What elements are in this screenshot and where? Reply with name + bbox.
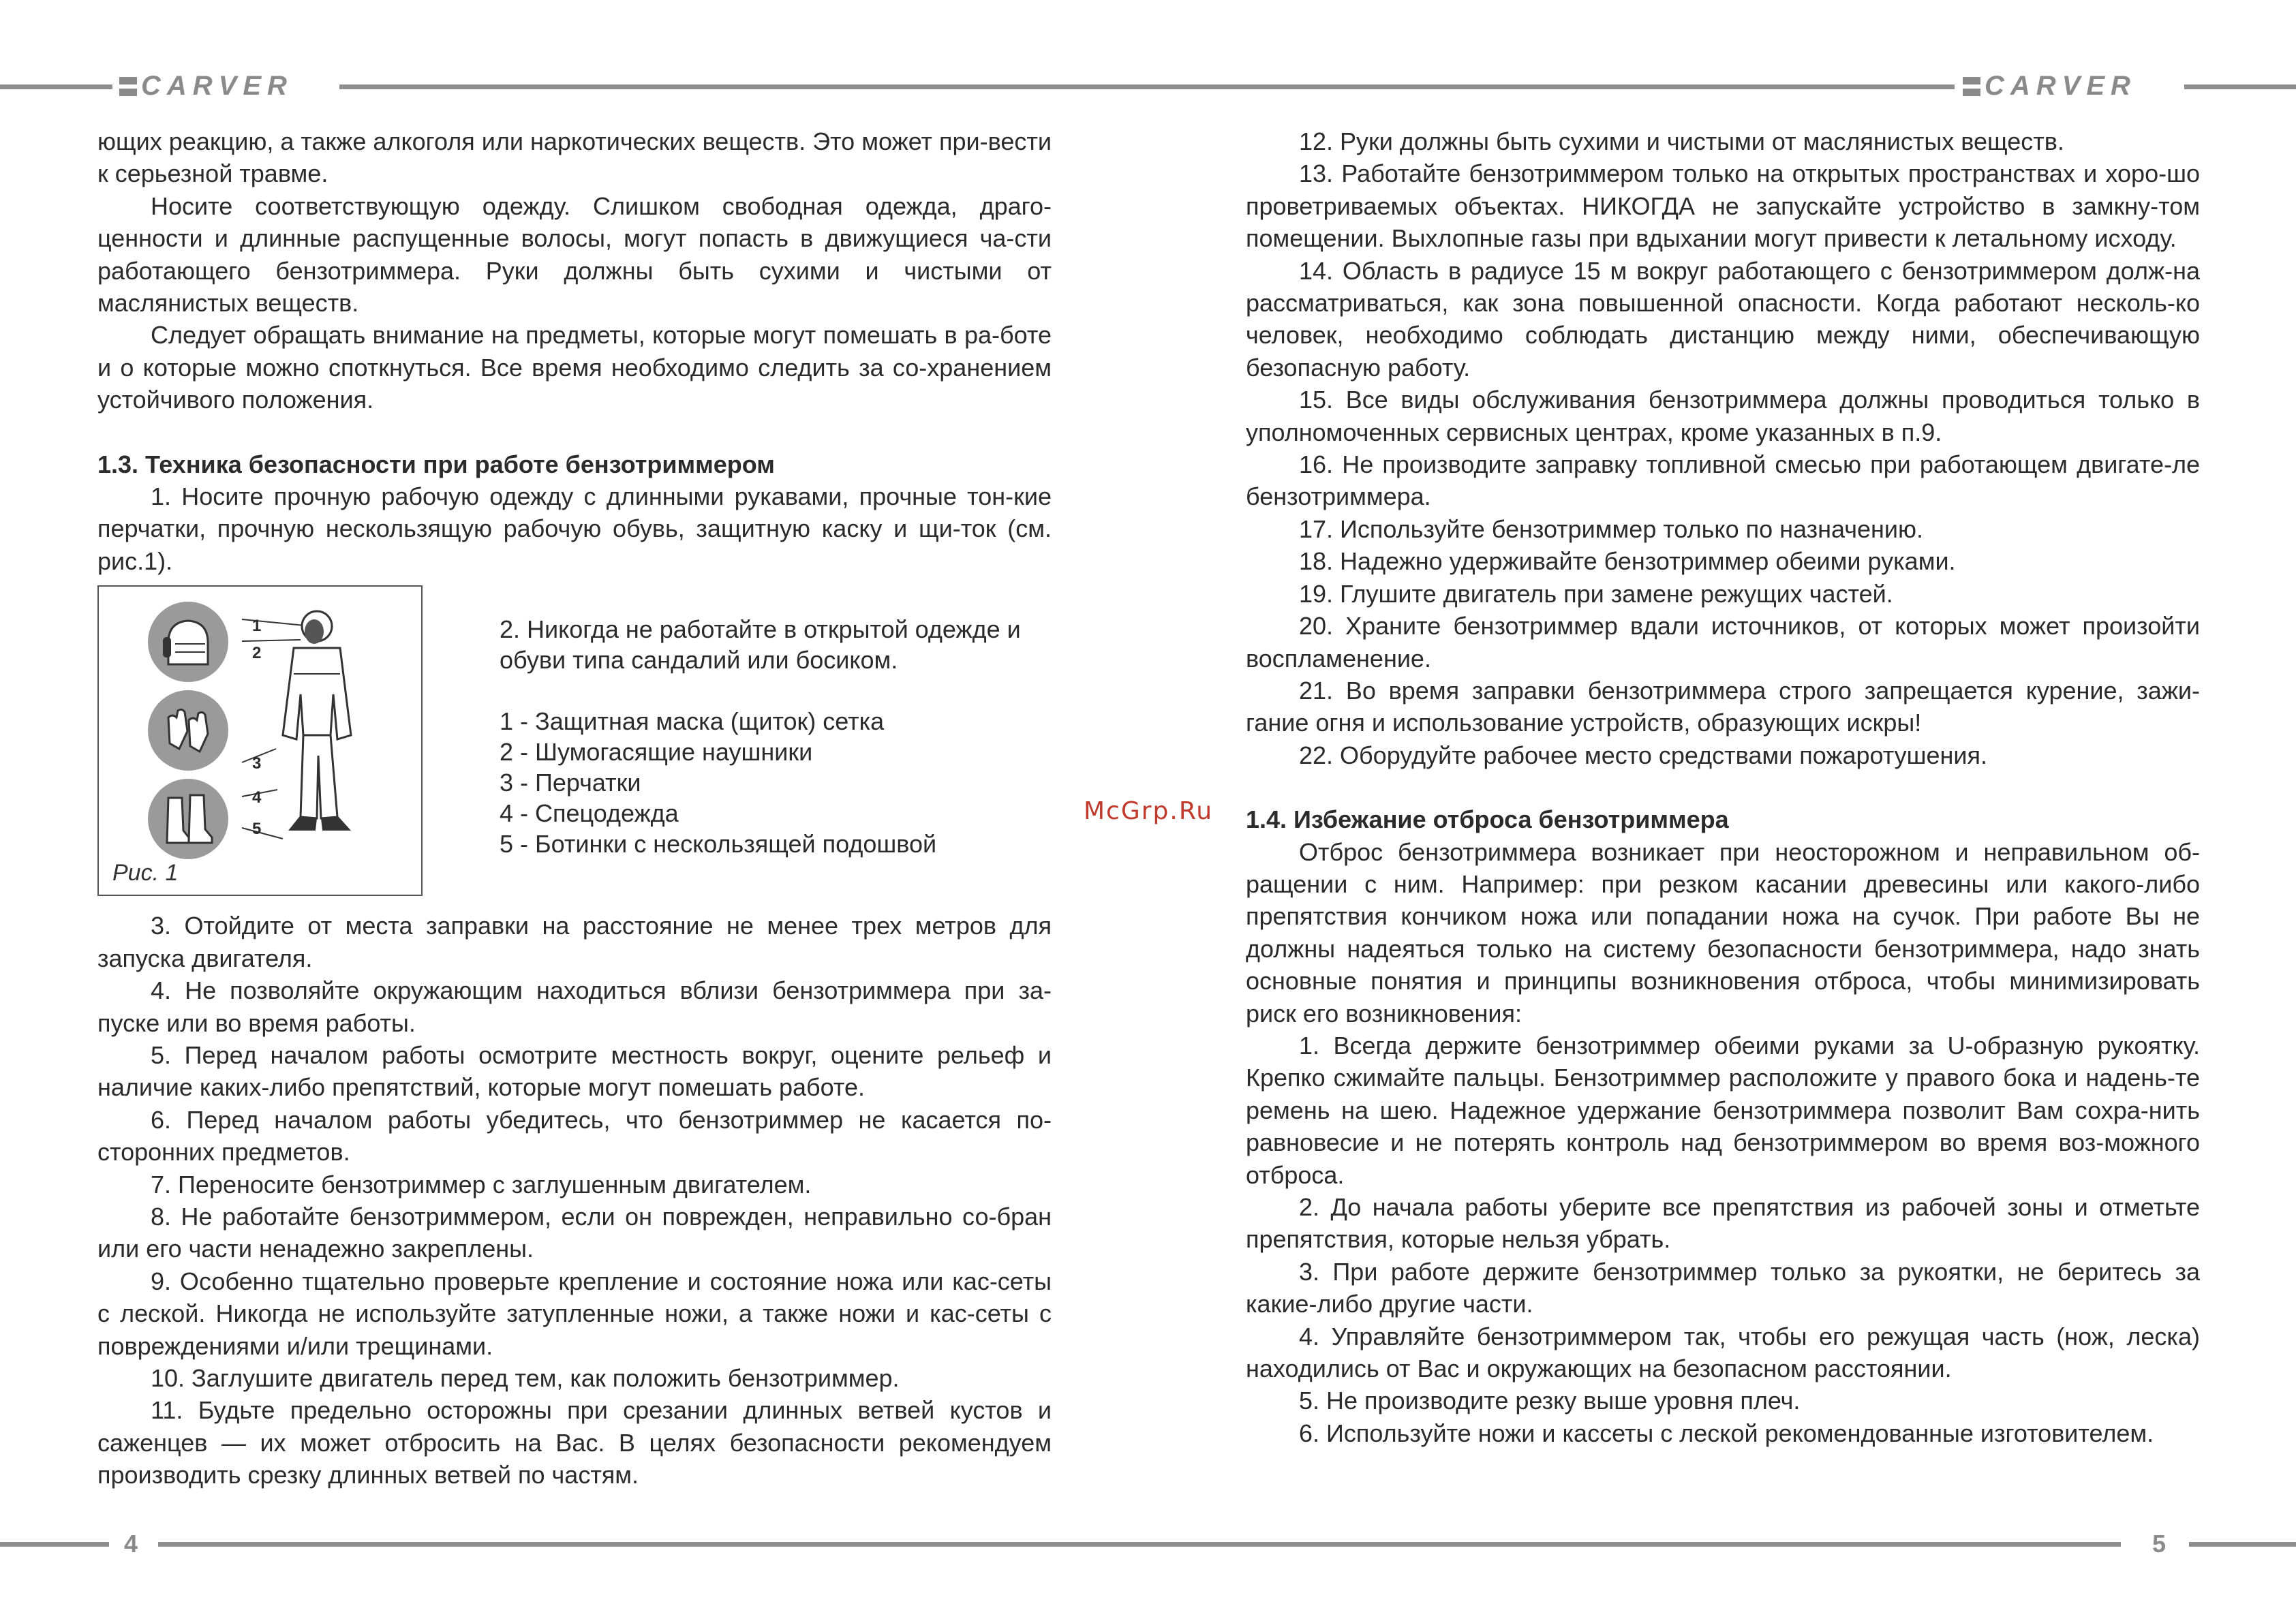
list-item: 14. Область в радиусе 15 м вокруг работающего с бензотриммером долж-на рассматриваться, как зона повышенной опасности. Когда работают несколь-ко человек, необходимо соблюдать дистанцию между ними, обеспечивающую безопасную работу. [1246,256,2200,382]
list-item: 7. Переносите бензотриммер с заглушенным двигателем. [151,1170,812,1199]
list-item: 1. Всегда держите бензотриммер обеими руками за U-образную рукоятку. Крепко сжимайте пальцы. Бензотриммер расположите у правого бока и надень-те ремень на шею. Надежное удержание бензотриммера позволит Вам сохра-нить равновесие и не потерять контроль над бензотриммером во время воз-можного отброса. [1246,1031,2200,1189]
list-item: 8. Не работайте бензотриммером, если он поврежден, неправильно со-бран или его части ненадежно закреплены. [97,1202,1052,1263]
section-title: 1.3. Техника безопасности при работе бензотриммером [97,450,775,478]
list-item: 9. Особенно тщательно проверьте крепление и состояние ножа или кас-сеты с леской. Никогда не используйте затупленные ножи, а также ножи и кас-сеты с повреждениями и/или трещинами. [97,1267,1052,1360]
figure-illustration [97,585,423,896]
figure-callout-3: 3 [252,754,262,773]
list-item: 5. Перед началом работы осмотрите местность вокруг, оцените рельеф и наличие каких-либо препятствий, которые могут помешать работе. [97,1040,1052,1102]
left-page-column [97,125,1052,1491]
boots-icon [148,779,228,859]
gloves-icon [148,690,228,771]
list-item: 22. Оборудуйте рабочее место средствами пожаротушения. [1299,741,1988,769]
section-title: 1.4. Избежание отброса бензотриммера [1246,805,1729,834]
figure-callout-2: 2 [252,644,262,663]
list-item: 20. Храните бензотриммер вдали источников, от которых может произойти воспламенение. [1246,612,2200,673]
legend-item: 4 - Спецодежда [500,799,679,828]
list-item: 10. Заглушите двигатель перед тем, как положить бензотриммер. [151,1363,900,1392]
list-item: 2. До начала работы уберите все препятствия из рабочей зоны и отметьте препятствия, которые нельзя убрать. [1246,1193,2200,1254]
list-item: 3. Отойдите от места заправки на расстояние не менее трех метров для запуска двигателя. [97,912,1052,972]
footer-rule-right [2189,1542,2296,1547]
list-item: 21. Во время заправки бензотриммера строго запрещается курение, зажи-гание огня и использование устройств, образующих искры! [1246,676,2200,737]
paragraph: Следует обращать внимание на предметы, которые могут помешать в ра-боте и о которые можно споткнуться. Все время необходимо следить за со-хранением устойчивого положения. [97,321,1052,414]
paragraph: ющих реакцию, а также алкоголя или наркотических веществ. Это может при-вести к серьезной травме. [97,127,1052,188]
list-item: 6. Используйте ножи и кассеты с леской рекомендованные изготовителем. [1299,1419,2154,1447]
list-item: 2. Никогда не работайте в открытой одежде и обуви типа сандалий или босиком. [500,615,1021,675]
brand-logo-right: CARVER [1963,72,2137,99]
footer-rule-middle [158,1542,2121,1547]
list-item: 16. Не производите заправку топливной смесью при работающем двигате-ле бензотриммера. [1246,450,2200,511]
list-item: 4. Не позволяйте окружающим находиться вблизи бензотриммера при за-пуске или во время работы. [97,976,1052,1037]
legend-item: 1 - Защитная маска (щиток) сетка [500,707,885,736]
list-item: 1. Носите прочную рабочую одежду с длинными рукавами, прочные тон-кие перчатки, прочную нескользящую рабочую обувь, защитную каску и щи-ток (см. рис.1). [97,482,1052,575]
brand-mark-icon [119,77,137,96]
list-item: 11. Будьте предельно осторожны при срезании длинных ветвей кустов и саженцев — их может отбросить на Вас. В целях безопасности рекомендуем производить срезку длинных ветвей по частям. [97,1396,1052,1489]
list-item: 15. Все виды обслуживания бензотриммера должны проводиться только в уполномоченных сервисных центрах, кроме указанных в п.9. [1246,386,2200,446]
list-item: 18. Надежно удерживайте бензотриммер обеими руками. [1299,547,1956,576]
header-rule-middle [339,84,1955,89]
figure-caption: Рис. 1 [112,859,179,886]
list-item: 17. Используйте бензотриммер только по назначению. [1299,514,1923,543]
paragraph: Носите соответствующую одежду. Слишком свободная одежда, драго-ценности и длинные распущенные волосы, могут попасть в движущиеся ча-сти работающего бензотриммера. Руки должны быть сухими и чистыми от маслянистых веществ. [97,191,1052,318]
list-item: 19. Глушите двигатель при замене режущих частей. [1299,579,1893,608]
page-number-right: 5 [2152,1530,2167,1558]
figure-callout-1: 1 [252,617,262,636]
figure-text [500,614,1058,859]
list-item: 6. Перед началом работы убедитесь, что бензотриммер не касается по-сторонних предметов. [97,1105,1052,1166]
right-page-column [1246,125,2200,1449]
footer-rule-left [0,1542,109,1547]
brand-mark-icon [1963,77,1980,96]
legend-item: 2 - Шумогасящие наушники [500,738,813,767]
brand-logo-left: CARVER [119,72,293,99]
list-item: 13. Работайте бензотриммером только на открытых пространствах и хоро-шо проветриваемых объектах. НИКОГДА не запускайте устройство в замкну-том помещении. Выхлопные газы при вдыхании могут привести к летальному исходу. [1246,159,2200,253]
header-rule-left [0,84,112,89]
figure-row [97,585,1052,901]
figure-callout-4: 4 [252,788,262,807]
legend-item: 5 - Ботинки с нескользящей подошвой [500,830,937,859]
list-item: 3. При работе держите бензотриммер только за рукоятки, не беритесь за какие-либо другие части. [1246,1257,2200,1318]
paragraph: Отброс бензотриммера возникает при неосторожном и неправильном об-ращении с ним. Например: при резком касании древесины или какого-либо препятствия кончиком ножа или попадании ножа на сучок. При работе Вы не должны надеяться только на систему безопасности бензотриммера, надо знать основные понятия и принципы возникновения отброса, чтобы минимизировать риск его возникновения: [1246,837,2200,1027]
list-item: 5. Не производите резку выше уровня плеч. [1299,1387,1801,1415]
list-item: 4. Управляйте бензотриммером так, чтобы его режущая часть (нож, леска) находились от Вас и окружающих на безопасном расстоянии. [1246,1322,2200,1383]
page-number-left: 4 [124,1530,138,1558]
list-item: 12. Руки должны быть сухими и чистыми от маслянистых веществ. [1299,127,2064,155]
header-rule-right [2184,84,2296,89]
watermark[interactable]: McGrp.Ru [1084,797,1214,825]
legend-item: 3 - Перчатки [500,769,641,797]
helmet-icon [148,602,228,682]
figure-callout-5: 5 [252,820,262,839]
